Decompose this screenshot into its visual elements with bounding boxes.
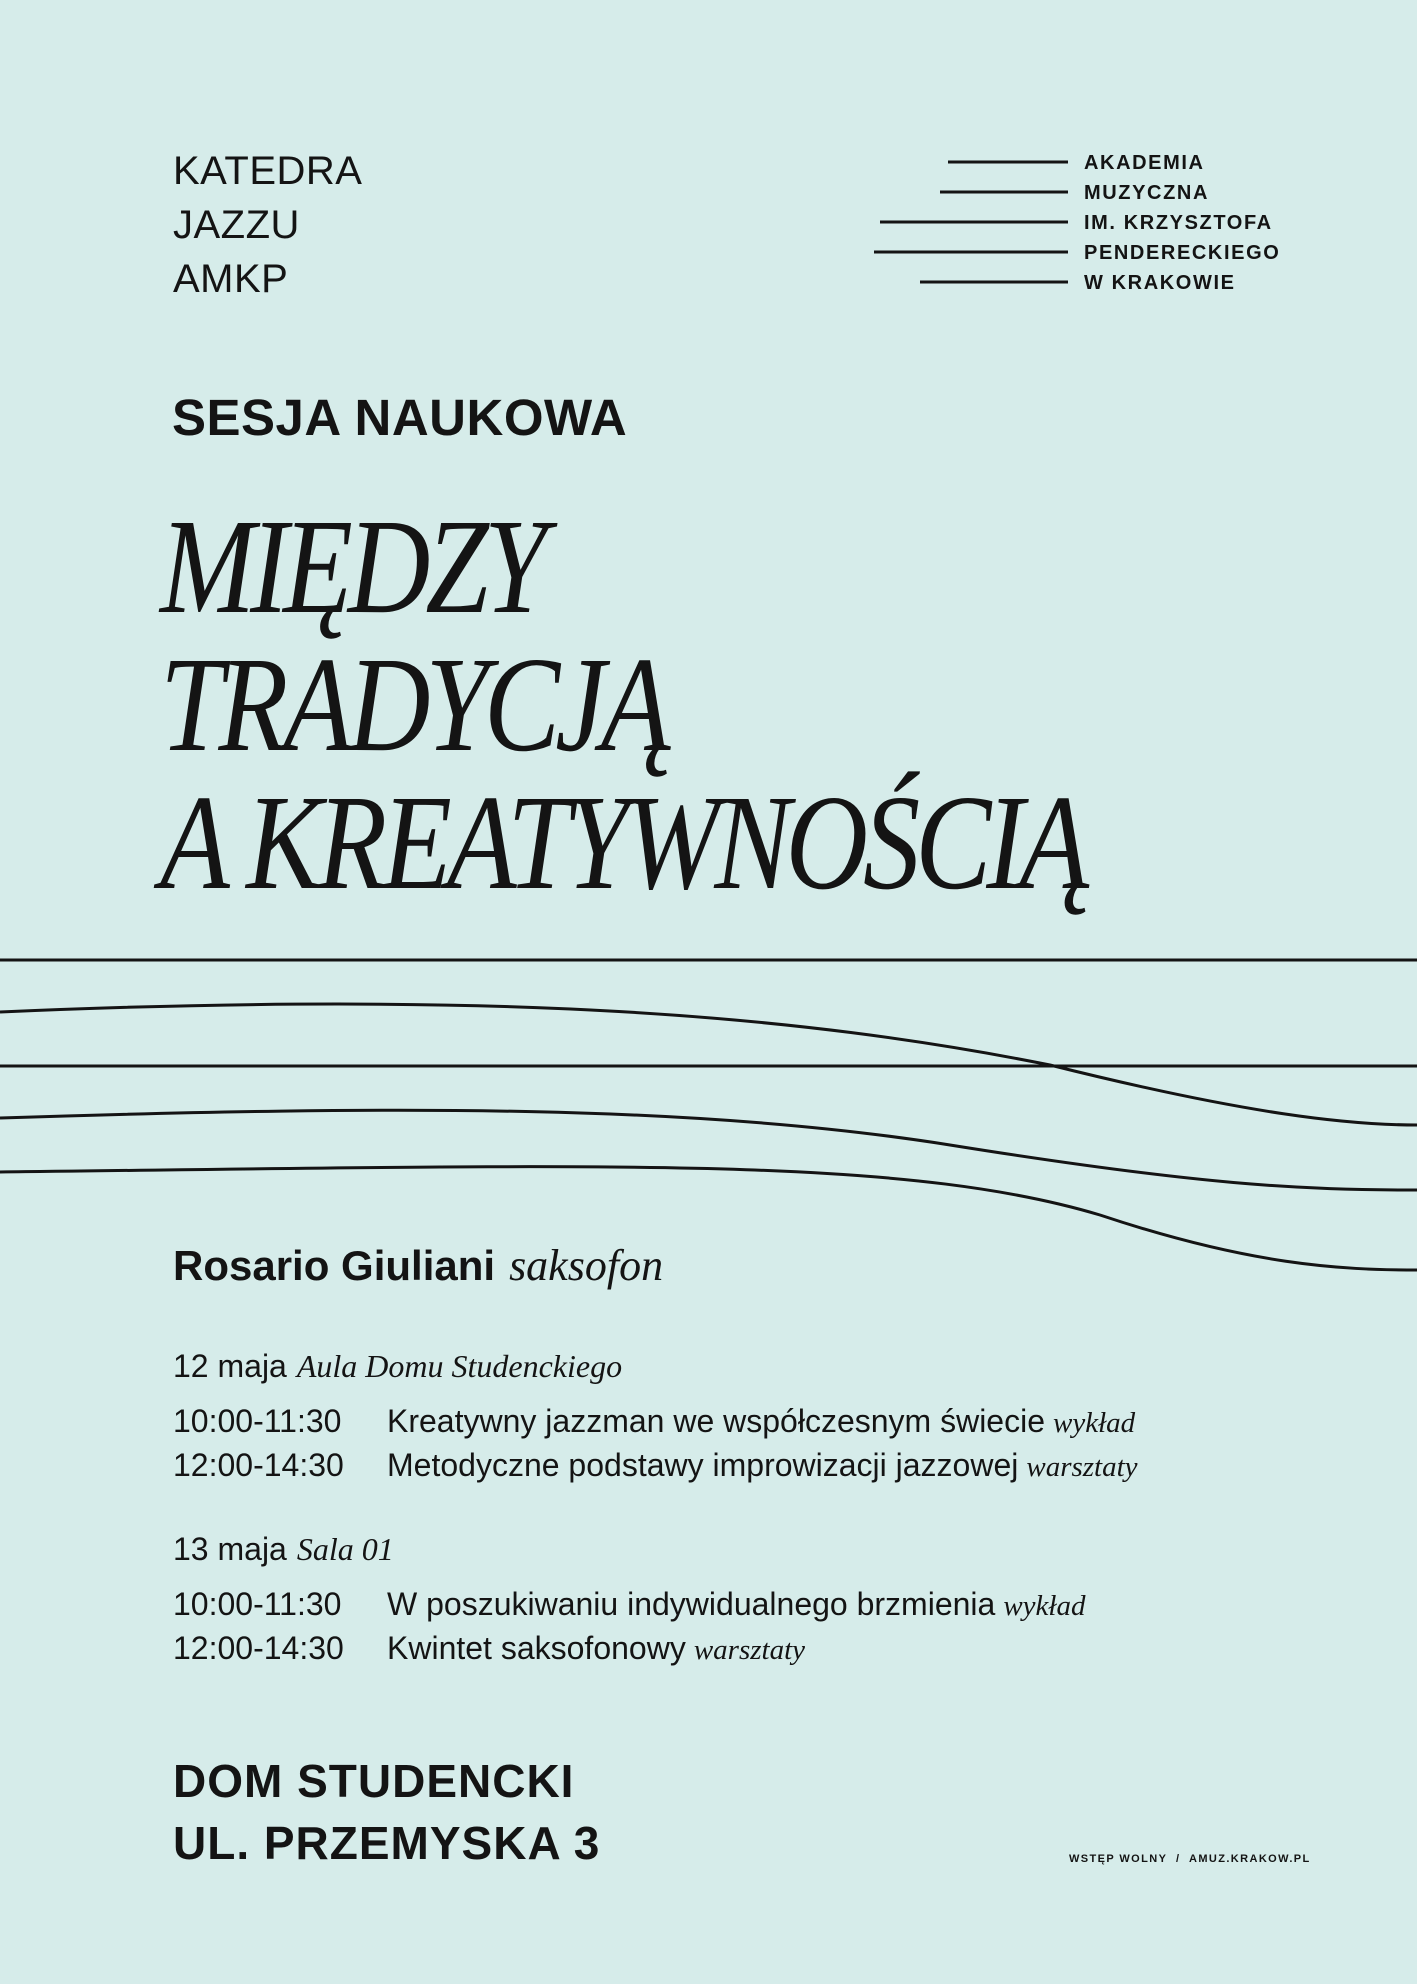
academy-name-line: W KRAKOWIE bbox=[1084, 272, 1236, 294]
day-date: 12 maja bbox=[173, 1348, 287, 1384]
department-line: KATEDRA bbox=[173, 149, 363, 193]
event-kind: warsztaty bbox=[1026, 1451, 1138, 1483]
department-name bbox=[173, 144, 362, 306]
venue-address bbox=[173, 1750, 600, 1874]
schedule-row bbox=[173, 1447, 1138, 1491]
schedule-row bbox=[173, 1403, 1138, 1447]
venue-line: DOM STUDENCKI bbox=[173, 1755, 575, 1807]
day-heading bbox=[173, 1531, 1085, 1568]
academy-logo bbox=[870, 148, 1290, 298]
event-time: 10:00-11:30 bbox=[173, 1586, 342, 1622]
academy-name-line: MUZYCZNA bbox=[1084, 182, 1210, 204]
event-time: 12:00-14:30 bbox=[173, 1447, 344, 1483]
event-time: 10:00-11:30 bbox=[173, 1403, 342, 1439]
day-heading bbox=[173, 1348, 1138, 1385]
event-kind: warsztaty bbox=[693, 1634, 805, 1666]
event-kind: wykład bbox=[1053, 1407, 1136, 1439]
academy-name-line: IM. KRZYSZTOFA bbox=[1084, 212, 1273, 234]
event-title: W poszukiwaniu indywidualnego brzmienia bbox=[387, 1586, 996, 1622]
artist-line bbox=[173, 1240, 663, 1291]
day-block bbox=[173, 1348, 1138, 1491]
title-line: TRADYCJĄ bbox=[160, 630, 666, 780]
day-place: Aula Domu Studenckiego bbox=[296, 1348, 623, 1384]
venue-line: UL. PRZEMYSKA 3 bbox=[173, 1817, 601, 1869]
day-place: Sala 01 bbox=[296, 1531, 394, 1567]
title-line: A KREATYWNOŚCIĄ bbox=[160, 768, 1085, 918]
department-line: JAZZU bbox=[173, 203, 300, 247]
event-title bbox=[160, 492, 1260, 918]
artist-instrument: saksofon bbox=[509, 1241, 664, 1290]
event-kind: wykład bbox=[1003, 1590, 1086, 1622]
event-title: Kreatywny jazzman we współczesnym świecie bbox=[387, 1403, 1045, 1439]
academy-name-line: AKADEMIA bbox=[1084, 152, 1205, 174]
academy-name-line: PENDERECKIEGO bbox=[1084, 242, 1281, 264]
artist-name: Rosario Giuliani bbox=[173, 1242, 496, 1289]
day-date: 13 maja bbox=[173, 1531, 287, 1567]
footer-info: WSTĘP WOLNY / AMUZ.KRAKOW.PL bbox=[1069, 1853, 1311, 1865]
session-label: SESJA NAUKOWA bbox=[172, 389, 628, 446]
academy-name bbox=[1084, 148, 1280, 298]
logo-lines-icon bbox=[870, 148, 1080, 298]
event-time: 12:00-14:30 bbox=[173, 1630, 344, 1666]
event-title: Kwintet saksofonowy bbox=[387, 1630, 686, 1666]
staff-lines-graphic bbox=[0, 945, 1417, 1285]
day-block bbox=[173, 1531, 1085, 1674]
event-title: Metodyczne podstawy improwizacji jazzowej bbox=[387, 1447, 1019, 1483]
title-line: MIĘDZY bbox=[160, 492, 543, 642]
department-line: AMKP bbox=[173, 257, 289, 301]
schedule-row bbox=[173, 1586, 1085, 1630]
schedule-row bbox=[173, 1630, 1085, 1674]
